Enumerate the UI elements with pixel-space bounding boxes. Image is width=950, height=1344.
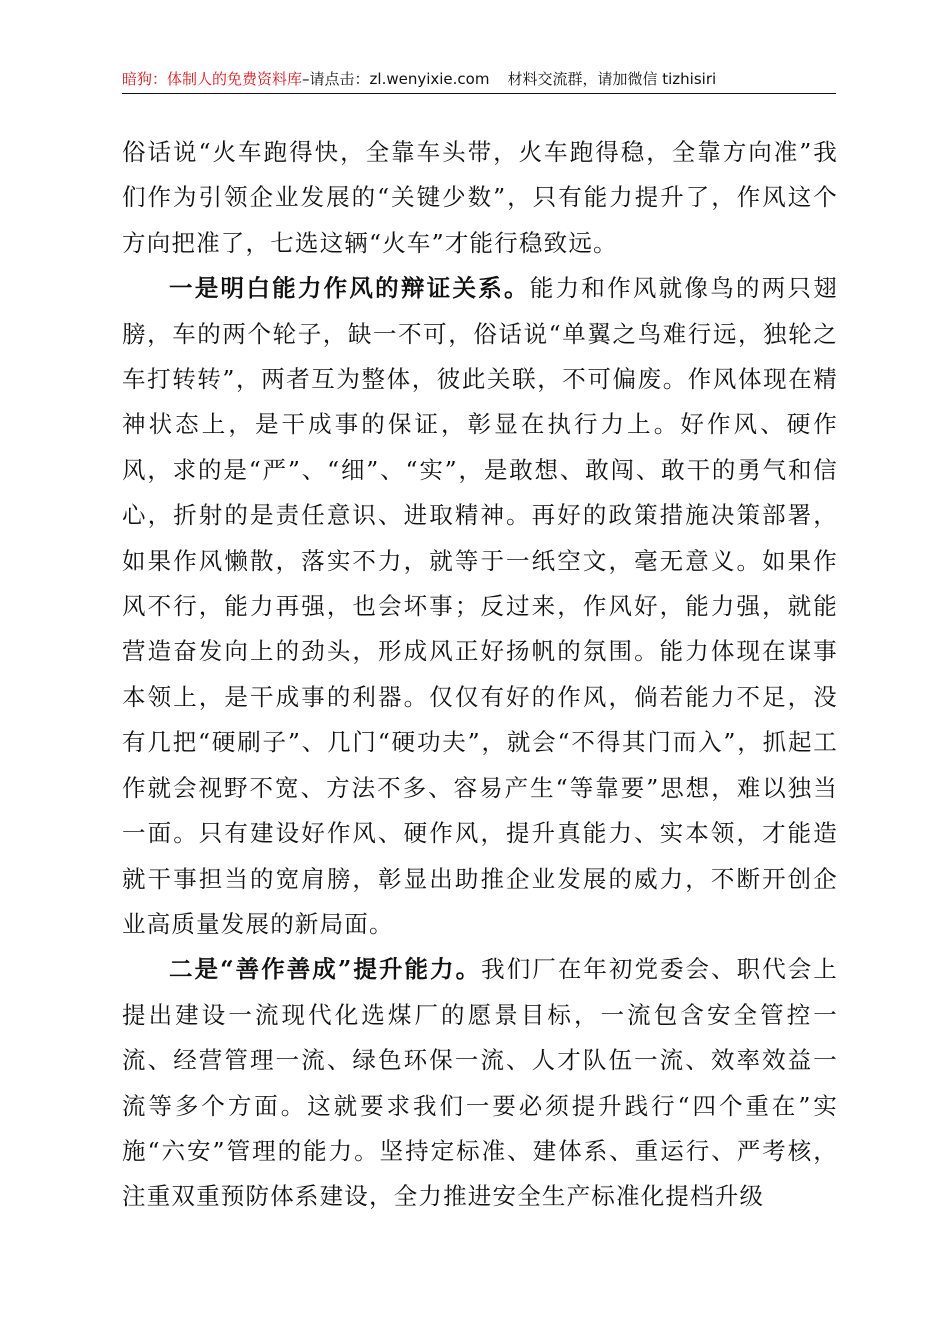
header-divider (122, 93, 836, 94)
document-body (122, 130, 838, 1220)
header-brand: 暗狗：体制人的免费资料库 (122, 70, 303, 88)
paragraph-lead-heading: 二是“善作善成”提升能力。 (169, 955, 482, 984)
paragraph-text: 俗话说“火车跑得快，全靠车头带，火车跑得稳，全靠方向准”我们作为引领企业发展的“关键少数”，只有能力提升了，作风这个方向把准了，七选这辆“火车”才能行稳致远。 (122, 138, 838, 257)
paragraph-intro (122, 130, 838, 266)
page-header (122, 66, 834, 92)
paragraph-lead-heading: 一是明白能力作风的辩证关系。 (169, 274, 530, 303)
paragraph-text: 能力和作风就像鸟的两只翅膀，车的两个轮子，缺一不可，俗话说“单翼之鸟难行远，独轮之车打转转”，两者互为整体，彼此关联，不可偏废。作风体现在精神状态上，是干成事的保证，彰显在执行力上。好作风、硬作风，求的是“严”、“细”、“实”，是敢想、敢闯、敢干的勇气和信心，折射的是责任意识、进取精神。再好的政策措施决策部署，如果作风懒散，落实不力，就等于一纸空文，毫无意义。如果作风不行，能力再强，也会坏事；反过来，作风好，能力强，就能营造奋发向上的劲头，形成风正好扬帆的氛围。能力体现在谋事本领上，是干成事的利器。仅仅有好的作风，倘若能力不足，没有几把“硬刷子”、几门“硬功夫”，就会“不得其门而入”，抓起工作就会视野不宽、方法不多、容易产生“等靠要”思想，难以独当一面。只有建设好作风、硬作风，提升真能力、实本领，才能造就干事担当的宽肩膀，彰显出助推企业发展的威力，不断开创企业高质量发展的新局面。 (122, 274, 838, 938)
paragraph-text: 我们厂在年初党委会、职代会上提出建设一流现代化选煤厂的愿景目标，一流包含安全管控一流、经营管理一流、绿色环保一流、人才队伍一流、效率效益一流等多个方面。这就要求我们一要必须提升践行“四个重在”实施“六安”管理的能力。坚持定标准、建体系、重运行、严考核，注重双重预防体系建设，全力推进安全生产标准化提档升级 (122, 955, 838, 1211)
header-click-label: –请点击： (302, 70, 370, 88)
paragraph-point-one (122, 266, 838, 947)
header-url-link[interactable]: zl.wenyixie.com (369, 70, 490, 88)
paragraph-point-two (122, 947, 838, 1219)
header-group-note: 材料交流群，请加微信 tizhisiri (507, 70, 717, 88)
